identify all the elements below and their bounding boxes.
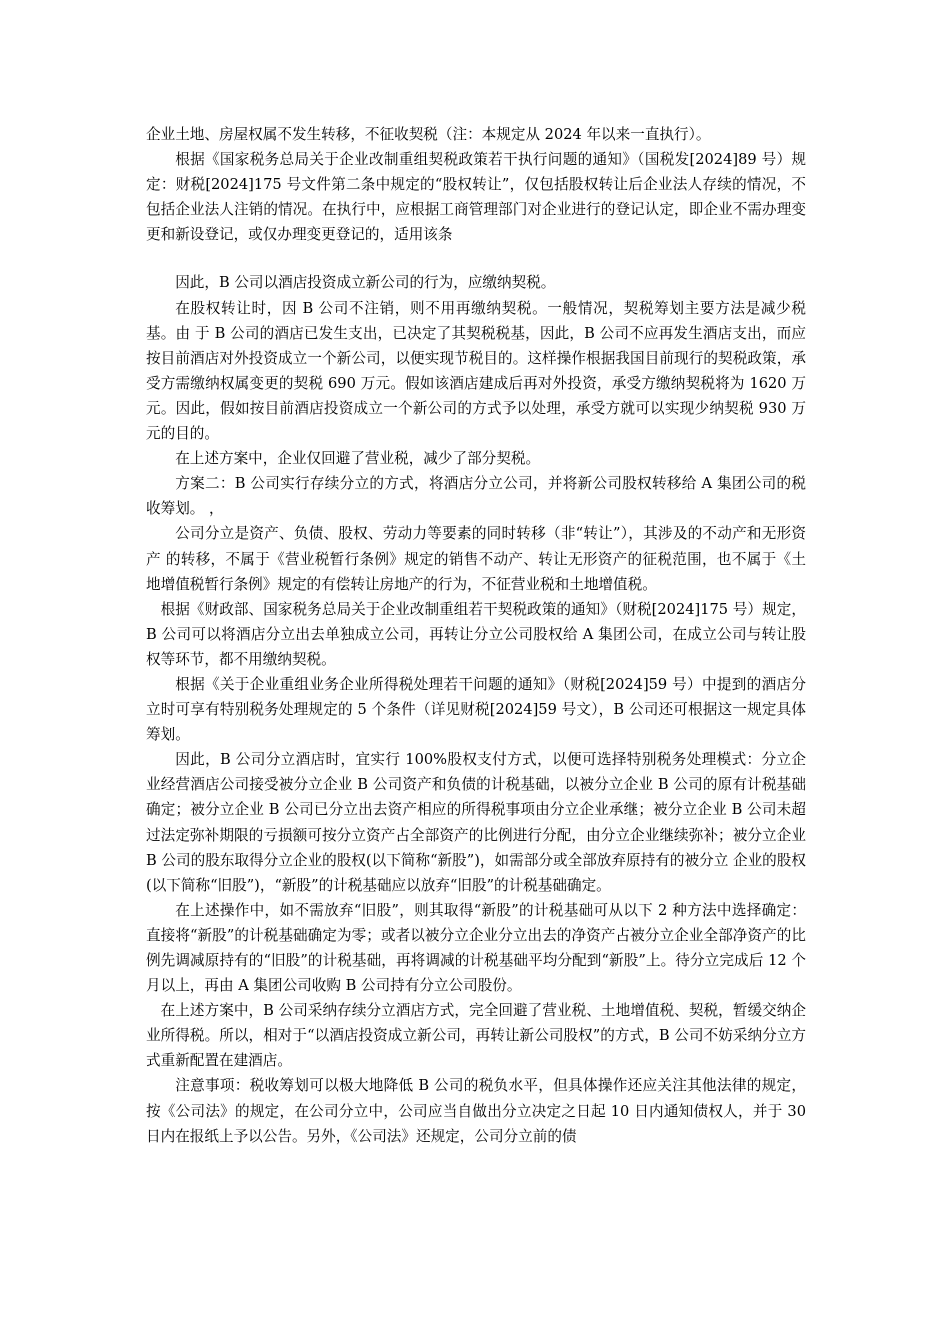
paragraph-13: 注意事项：税收筹划可以极大地降低 B 公司的税负水平，但具体操作还应关注其他法律的规定，按《公司法》的规定，在公司分立中，公司应当自做出分立决定之日起 10 日内通知债权人，并于 30 日内在报纸上予以公告。另外，《公司法》还规定，公司分立前的债 [146, 1077, 806, 1145]
paragraph-gap [146, 247, 806, 270]
paragraph-9: 根据《关于企业重组业务企业所得税处理若干问题的通知》（财税[2024]59 号）中提到的酒店分立时可享有特别税务处理规定的 5 个条件（详见财税[2024]59 号文），B 公司还可根据这一规定具体筹划。 [146, 675, 806, 744]
paragraph-12: 在上述方案中，B 公司采纳存续分立酒店方式，完全回避了营业税、土地增值税、契税，暂缓交纳企业所得税。所以，相对于“以酒店投资成立新公司，再转让新公司股权”的方式，B 公司不妨采纳分立方式重新配置在建酒店。 [146, 1002, 806, 1070]
paragraph-5: 在上述方案中，企业仅回避了营业税，减少了部分契税。 [175, 450, 541, 468]
paragraph-10: 因此，B 公司分立酒店时，宜实行 100%股权支付方式，以便可选择特别税务处理模式：分立企业经营酒店公司接受被分立企业 B 公司资产和负债的计税基础，以被分立企业 B 公司的原有计税基础确定；被分立企业 B 公司已分立出去资产相应的所得税事项由分立企业承继；被分立企业 B 公司未超过法定弥补期限的亏损额可按分立资产占全部资产的比例进行分配，由分立企业继续弥补；被分立企业 B 公司的股东取得分立企业的股权(以下简称“新股”)，如需部分或全部放弃原持有的被分立 企业的股权(以下简称“旧股”)，“新股”的计税基础应以放弃“旧股”的计税基础确定。 [146, 751, 806, 894]
paragraph-2: 根据《国家税务总局关于企业改制重组契税政策若干执行问题的通知》（国税发[2024]89 号）规定：财税[2024]175 号文件第二条中规定的“股权转让”，仅包括股权转让后企业法人存续的情况，不包括企业法人注销的情况。在执行中，应根据工商管理部门对企业进行的登记认定，即企业不需办理变更和新设登记，或仅办理变更登记的，适用该条 [146, 151, 806, 244]
paragraph-4: 在股权转让时，因 B 公司不注销，则不用再缴纳契税。一般情况，契税筹划主要方法是减少税基。由 于 B 公司的酒店已发生支出，已决定了其契税税基，因此，B 公司不应再发生酒店支出，而应按目前酒店对外投资成立一个新公司，以便实现节税目的。这样操作根据我国目前现行的契税政策，承受方需缴纳权属变更的契税 690 万元。假如该酒店建成后再对外投资，承受方缴纳契税将为 1620 万元。因此，假如按目前酒店投资成立一个新公司的方式予以处理，承受方就可以实现少纳契税 930 万元的目的。 [146, 299, 806, 443]
paragraph-7: 公司分立是资产、负债、股权、劳动力等要素的同时转移（非“转让”），其涉及的不动产和无形资产 的转移，不属于《营业税暂行条例》规定的销售不动产、转让无形资产的征税范围，也不属于《土地增值税暂行条例》规定的有偿转让房地产的行为，不征营业税和土地增值税。 [146, 525, 806, 593]
paragraph-6: 方案二：B 公司实行存续分立的方式，将酒店分立公司，并将新公司股权转移给 A 集团公司的税收筹划。 ， [146, 475, 806, 518]
paragraph-3: 因此，B 公司以酒店投资成立新公司的行为，应缴纳契税。 [175, 274, 556, 292]
document-body [146, 122, 806, 1149]
paragraph-1: 企业土地、房屋权属不发生转移，不征收契税（注：本规定从 2024 年以来一直执行）。 [146, 126, 711, 143]
paragraph-11: 在上述操作中，如不需放弃“旧股”，则其取得“新股”的计税基础可从以下 2 种方法中选择确定：直接将“新股”的计税基础确定为零；或者以被分立企业分立出去的净资产占被分立企业全部净资产的比例先调减原持有的“旧股”的计税基础，再将调减的计税基础平均分配到“新股”上。待分立完成后 12 个月以上，再由 A 集团公司收购 B 公司持有分立公司股份。 [146, 901, 806, 995]
paragraph-8: 根据《财政部、国家税务总局关于企业改制重组若干契税政策的通知》（财税[2024]175 号）规定，B 公司可以将酒店分立出去单独成立公司，再转让分立公司股权给 A 集团公司，在成立公司与转让股权等环节，都不用缴纳契税。 [146, 600, 806, 668]
